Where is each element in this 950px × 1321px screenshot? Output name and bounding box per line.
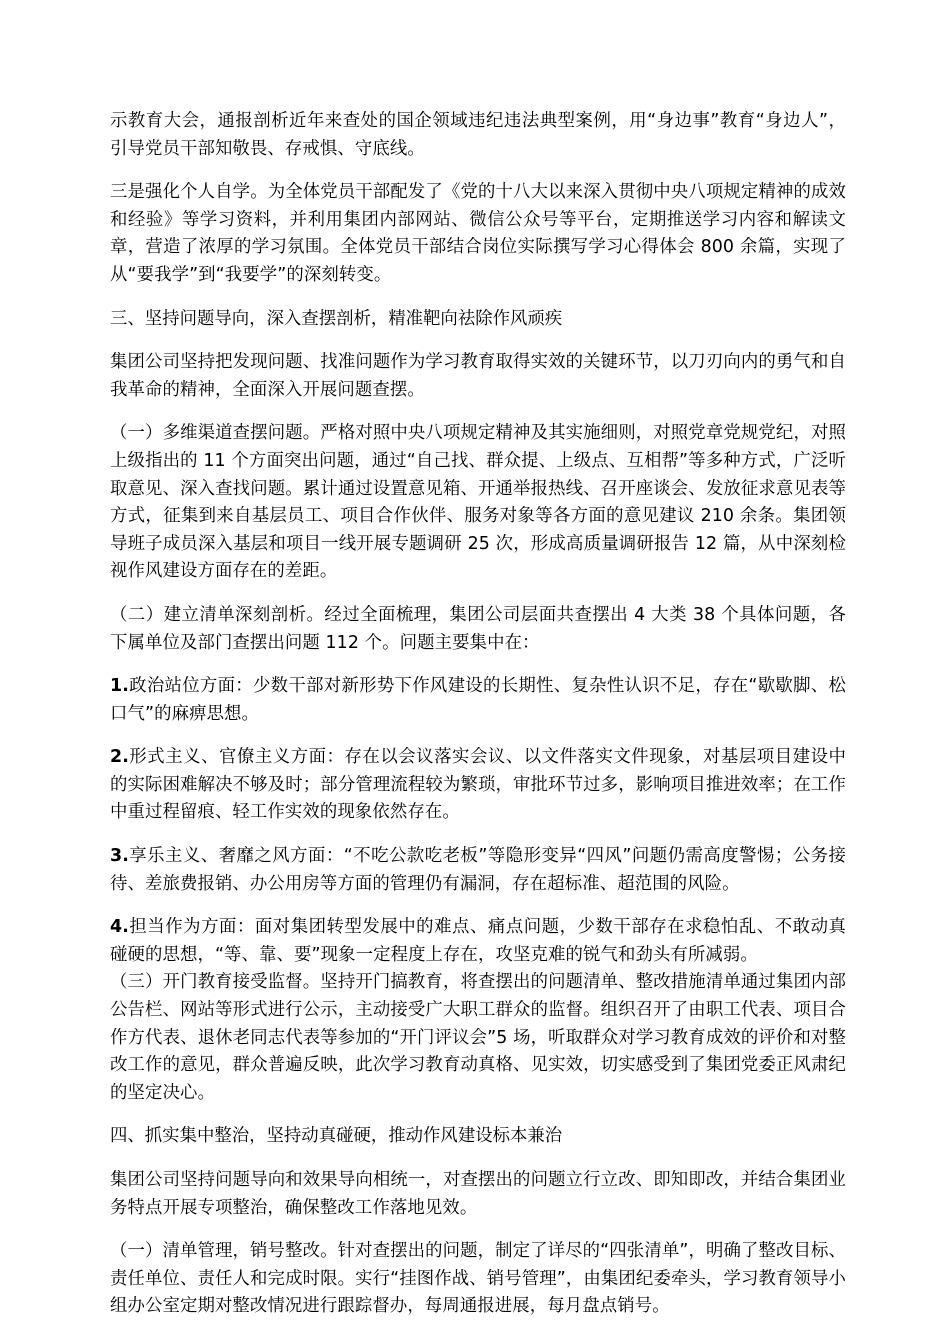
- section-heading-four: 四、抓实集中整治，坚持动真碰硬，推动作风建设标本兼治: [110, 1126, 563, 1147]
- paragraph-self-study: 三是强化个人自学。为全体党员干部配发了《党的十八大以来深入贯彻中央八项规定精神的成效和经验》等学习资料，并利用集团内部网站、微信公众号等平台，定期推送学习内容和解读文章，营造了浓厚的学习氛围。全体党员干部结合岗位实际撰写学习心得体会 800 余篇，实现了从“要我学”到“我要学”的深刻转变。: [110, 182, 846, 285]
- paragraph-continuation: 示教育大会，通报剖析近年来查处的国企领域违纪违法典型案例，用“身边事”教育“身边人”，引导党员干部知敬畏、存戒惧、守底线。: [110, 111, 846, 159]
- paragraph-subsection-one: （一）多维渠道查摆问题。严格对照中央八项规定精神及其实施细则，对照党章党规党纪，对照上级指出的 11 个方面突出问题，通过“自己找、群众提、上级点、互相帮”等多种方式，广泛听取意见、深入查找问题。累计通过设置意见箱、开通举报热线、召开座谈会、发放征求意见表等方式，征集到来自基层员工、项目合作伙伴、服务对象等各方面的意见建议 210 余条。集团领导班子成员深入基层和项目一线开展专题调研 25 次，形成高质量调研报告 12 篇，从中深刻检视作风建设方面存在的差距。: [110, 423, 846, 582]
- paragraph-subsection-two: （二）建立清单深刻剖析。经过全面梳理，集团公司层面共查摆出 4 大类 38 个具体问题，各下属单位及部门查摆出问题 112 个。问题主要集中在：: [110, 604, 846, 653]
- paragraph-rectification-approach: 集团公司坚持问题导向和效果导向相统一，对查摆出的问题立行立改、即知即改，并结合集团业务特点开展专项整治，确保整改工作落地见效。: [110, 1170, 846, 1218]
- numbered-item-2: [110, 744, 846, 827]
- numbered-item-4-marker: 4.: [110, 917, 129, 938]
- numbered-item-1-marker: 1.: [110, 676, 129, 697]
- paragraph-problem-orientation: 集团公司坚持把发现问题、找准问题作为学习教育取得实效的关键环节，以刀刃向内的勇气和自我革命的精神，全面深入开展问题查摆。: [110, 352, 846, 400]
- numbered-item-3: [110, 843, 846, 898]
- document-text-body: [110, 108, 846, 1321]
- numbered-item-2-marker: 2.: [110, 747, 129, 768]
- section-heading-three: 三、坚持问题导向，深入查摆剖析，精准靶向祛除作风顽疾: [110, 308, 563, 329]
- numbered-item-1: [110, 673, 846, 728]
- paragraph-subsection-three: （三）开门教育接受监督。坚持开门搞教育，将查摆出的问题清单、整改措施清单通过集团内部公告栏、网站等形式进行公示，主动接受广大职工群众的监督。组织召开了由职工代表、项目合作方代表、退休老同志代表等参加的“开门评议会”5 场，听取群众对学习教育成效的评价和对整改工作的意见，群众普遍反映，此次学习教育动真格、见实效，切实感受到了集团党委正风肃纪的坚定决心。: [110, 972, 846, 1103]
- numbered-item-2-text: 形式主义、官僚主义方面：存在以会议落实会议、以文件落实文件现象，对基层项目建设中的实际困难解决不够及时；部分管理流程较为繁琐，审批环节过多，影响项目推进效率；在工作中重过程留痕、轻工作实效的现象依然存在。: [110, 747, 846, 823]
- numbered-item-4-text: 担当作为方面：面对集团转型发展中的难点、痛点问题，少数干部存在求稳怕乱、不敢动真碰硬的思想，“等、靠、要”现象一定程度上存在，攻坚克难的锐气和劲头有所减弱。: [110, 917, 846, 965]
- numbered-item-3-text: 享乐主义、奢靡之风方面：“不吃公款吃老板”等隐形变异“四风”问题仍需高度警惕；公务接待、差旅费报销、办公用房等方面的管理仍有漏洞，存在超标准、超范围的风险。: [110, 846, 846, 894]
- numbered-item-4: [110, 914, 846, 969]
- numbered-item-1-text: 政治站位方面：少数干部对新形势下作风建设的长期性、复杂性认识不足，存在“歇歇脚、松口气”的麻痹思想。: [110, 676, 846, 724]
- numbered-item-3-marker: 3.: [110, 846, 129, 867]
- paragraph-list-management: （一）清单管理，销号整改。针对查摆出的问题，制定了详尽的“四张清单”，明确了整改目标、责任单位、责任人和完成时限。实行“挂图作战、销号管理”，由集团纪委牵头，学习教育领导小组办公室定期对整改情况进行跟踪督办，每周通报进展，每月盘点销号。: [110, 1241, 846, 1317]
